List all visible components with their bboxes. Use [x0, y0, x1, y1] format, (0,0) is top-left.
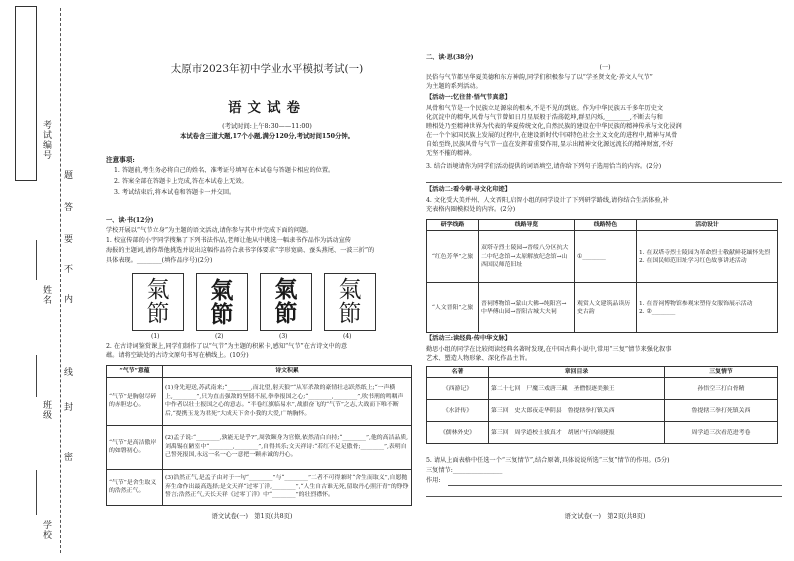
part-heading: (一) — [599, 64, 611, 71]
text-line: 充表格内圈模拟处的内容。(2分) — [426, 205, 516, 213]
text-line: 蕴。请将空缺处的古诗文原句书写在横线上。(10分) — [106, 351, 249, 359]
seal-char: 题 — [64, 171, 74, 181]
q5-plot-field[interactable]: 三复情节:________________ — [426, 467, 503, 474]
calligraphy-num: (3) — [279, 333, 288, 340]
section-heading: 一、读·书(12分) — [106, 217, 154, 224]
feature-cell: 观赏人文建筑品读历史古韵 — [575, 283, 637, 333]
table-header: 研学线路 — [427, 220, 479, 231]
exam-title: 太原市2023年初中学业水平模拟考试(一) — [170, 63, 364, 75]
text-line: 勤思小组的同学在比较阅读经典名著时发现,在中国古典小说中,常用“三复”情节来强化叙事 — [426, 346, 672, 353]
text-line: 民俗与气节都呈华夏美德和东方神韵,同学们积极参与了以“学圣贤文化·养文人气节” — [426, 74, 653, 81]
exam-time: (考试时间:上午8:30——11:00) — [222, 123, 312, 130]
calligraphy-num: (2) — [215, 333, 224, 340]
activity-3-text — [426, 346, 784, 364]
section-1 — [106, 217, 412, 267]
name-label: 姓名 — [41, 285, 51, 305]
seal-char: 答 — [64, 203, 74, 213]
chapter-cell: 第二十七回 尸魔三戏唐三藏 圣僧恨逐美猴王 — [489, 378, 665, 400]
table-row — [427, 400, 778, 422]
activity-1-text — [426, 105, 784, 159]
name-field[interactable] — [36, 240, 37, 280]
calligraphy-num: (4) — [343, 333, 352, 340]
question-3: 3. 结合语境请你为同学们活动提供的词语填空,请你给下列句子选用恰当的内容。(2分) — [426, 163, 662, 170]
text-line: 为主题的系列活动。 — [426, 82, 482, 90]
book-cell: 《儒林外史》 — [427, 422, 489, 444]
guide-cell: 双塔寺烈士陵园→晋绥八分区抗大二中纪念馆→太原解放纪念馆→山西国民师范旧址 — [479, 231, 575, 283]
intro-text — [426, 74, 784, 92]
meaning-cell: “气节”是胸射尽碎的赤胆忠心。 — [107, 377, 163, 425]
school-label: 学校 — [41, 520, 51, 540]
answer-line[interactable] — [448, 485, 782, 486]
seal-line — [60, 8, 61, 553]
guide-cell: 晋祠博物馆→蒙山大佛→纯阳宫→中华傅山园→晋阳古城大夫祠 — [479, 283, 575, 333]
chapter-cell: 第三回 史大郎夜走华阴县 鲁提辖拳打镇关西 — [489, 400, 665, 422]
page-1 — [92, 0, 412, 561]
question-2 — [106, 343, 412, 361]
answer-line[interactable] — [426, 496, 782, 497]
table-row — [427, 422, 778, 444]
activity-3-heading: 【活动三:读经典·传中华文脉】 — [426, 335, 511, 342]
notice-item: 1. 答题前,考生务必将自己的姓名、准考证号填写在本试卷与答题卡相应的位置。 — [114, 167, 335, 174]
calligraphy-4: 氣節 — [324, 273, 376, 331]
text-line: 2. 在古诗词鉴赏课上,同学们制作了以“气节”为主题的积累卡,感知“气节”在古诗文中的意 — [106, 343, 348, 350]
section-heading: 二、读·思(38分) — [426, 54, 474, 61]
table-header: “气节”意蕴 — [107, 366, 163, 378]
table-row — [107, 377, 412, 425]
activity-cell[interactable]: 1. 在晋祠博物馆参观宋塑侍女服饰展示活动 2. ②________ — [637, 283, 778, 333]
school-field[interactable] — [36, 470, 37, 515]
table-header: 线路特色 — [575, 220, 637, 231]
text-line: 在一个个家国民族上发展的过程中,在建设新时代中国特色社会主义文化的进程中,精神与风骨 — [426, 131, 678, 139]
text-line: 海报的主题词,请你帮他挑选并说出这幅作品符合隶书字体要求“字形宽扁、蚕头燕尾、一波三折”的 — [106, 247, 375, 254]
table-header: 线路导览 — [479, 220, 575, 231]
text-line: 艺术、塑造人物形象、深化作品主旨。 — [426, 354, 532, 362]
exam-scope: 本试卷含三道大题,17个小题,满分120分,考试时间150分钟。 — [180, 133, 354, 140]
q5-effect-label: 作用: — [426, 477, 441, 484]
book-cell: 《水浒传》 — [427, 400, 489, 422]
plot-cell: 周学道三次看范进考卷 — [665, 422, 778, 444]
table-row — [427, 231, 778, 283]
route-cell: “红色芳华”之旅 — [427, 231, 479, 283]
text-line: 自始至终,民族风骨与气节一直在发挥着重要作用,显示出精神文化源远流长的精神财富,不好 — [426, 140, 674, 148]
notice-item: 3. 考试结束后,将本试卷和答题卡一并交回。 — [114, 189, 236, 196]
meaning-cell: “气节”是舍生取义的浩然正气。 — [107, 469, 163, 505]
table-header: 名著 — [427, 367, 489, 378]
notice-heading: 注意事项: — [106, 156, 135, 164]
text-line: 风骨和气节是一个民族立足源泉的根本,不是不见的到底。作为中华民族五千多年历史文 — [426, 105, 664, 112]
activity-cell: 1. 在双塔寺烈士陵园为革命烈士敬献鲜花缅怀先烈 2. 在国民师范旧址学习红色故事讲述活动 — [637, 231, 778, 283]
calligraphy-2: 氣節 — [196, 273, 248, 331]
seal-char: 封 — [64, 403, 74, 413]
table-header: 诗文积累 — [163, 366, 412, 378]
table-header: 活动设计 — [637, 220, 778, 231]
seal-char: 不 — [64, 265, 74, 275]
question-4 — [426, 197, 784, 215]
text-line: 化沉淀中的精华,风骨与气节曾如日月星辰般于浩荡乾坤,群星闪烁,________,不断去与和 — [426, 113, 663, 121]
text-line: 无坚不摧的精神。 — [426, 149, 476, 157]
exam-number-box[interactable] — [15, 6, 37, 181]
class-field[interactable] — [36, 355, 37, 397]
classics-table — [426, 366, 778, 444]
answer-line[interactable] — [426, 182, 782, 183]
chapter-cell: 第三回 周学道校士拔真才 胡屠户行凶闹捷报 — [489, 422, 665, 444]
text-line: 4. 文化受大美并州、人文晋阳,启智小组的同学设计了下列研学路线,请你结合生活体验,补 — [426, 197, 669, 204]
poetry-cell[interactable]: (2)孟子说:“________,孰能无是乎?”,周敦颐身为官僚,依然清白自持;“________”,他的高洁品质,刘禹锡在陋室中“________,________”,自得其乐;文天祥诗:“若红不足足傲骨;________”,表明自己誓死报国,永远一名一心一意把一颗赤诚的丹心。 — [163, 425, 412, 469]
route-table — [426, 219, 778, 333]
binding-margin — [0, 0, 92, 561]
exam-subtitle: 语文试卷 — [228, 100, 306, 116]
feature-cell[interactable]: ①________ — [575, 231, 637, 283]
page-footer: 语文试卷(一) 第1页(共8页) — [211, 513, 293, 520]
poetry-table — [106, 365, 412, 506]
table-row — [107, 425, 412, 469]
seal-char: 要 — [64, 235, 74, 245]
exam-number-label: 考试编号 — [41, 120, 51, 160]
plot-cell: 孙悟空三打白骨精 — [665, 378, 778, 400]
question-5: 5. 请从上面表格中任选一个“三复情节”,结合原著,具体说说所选“三复”情节的作用。(5分) — [426, 457, 670, 464]
page-2 — [420, 0, 790, 561]
page-footer: 语文试卷(一) 第2页(共8页) — [564, 513, 646, 520]
table-row — [427, 283, 778, 333]
text-line: 学校开展以“气节立身”为主题的语文活动,请你参与其中并完成下面的问题。 — [106, 227, 313, 234]
calligraphy-1: 氣節 — [132, 273, 184, 331]
poetry-cell[interactable]: (3)浩然正气,是孟子由对于一句“________”与“________”二者不可得兼时“舍生而取义”,自愿抛弃生命作出最高选择;是文天祥“过零丁洋,________”,“人生自古谁无死,留取丹心照汗青”的铮铮誓言;浩然正气,天长天祥《过零丁洋》中“________”的壮烈襟怀。 — [163, 469, 412, 505]
meaning-cell: “气节”是高洁傲岸的如磐初心。 — [107, 425, 163, 469]
route-cell: “人文晋阳”之旅 — [427, 283, 479, 333]
poetry-cell[interactable]: (1)身先迎送,苏武南来;“________,而北望,射天狼”“从军杀敌的豪情壮志跃然纸上;“一声横上,________”,只为直击强敌的坚韧不屈,拳拳报国之心;“________,________”,吹书刑的鸣咽声中作者以壮士报国之心的意志。“半卷红旗临易水”,战旗奋飞的“气节”之志,大战而下唯不断后,“提携玉龙为君死”大成天下舍小我的大爱,广纳胸怀。 — [163, 377, 412, 425]
notice-list — [114, 167, 409, 200]
notice-item: 2. 答案全部在答题卡上完成,答在本试卷上无效。 — [114, 178, 248, 185]
class-label: 班级 — [41, 400, 51, 420]
table-row — [427, 378, 778, 400]
seal-char: 密 — [64, 453, 74, 463]
table-row — [107, 469, 412, 505]
activity-2-heading: 【活动二:看今朝·寻文化印迹】 — [426, 186, 511, 193]
calligraphy-num: (1) — [151, 333, 160, 340]
text-line: 睦相处乃至精神世界为代表的华夏传统文化,自然民族的建设在中华民族的精神传承与文化浸润 — [426, 122, 682, 130]
text-line: 1. 校宣传部的小宇同学搜集了下列书法作品,老师让他从中挑选一幅隶书作品作为活动宣传 — [106, 237, 351, 244]
book-cell: 《西游记》 — [427, 378, 489, 400]
table-header: 章回目录 — [489, 367, 665, 378]
seal-char: 线 — [64, 368, 74, 378]
seal-char: 内 — [64, 295, 74, 305]
plot-cell: 鲁提辖三拳打死镇关西 — [665, 400, 778, 422]
activity-1-heading: 【活动一:忆往昔·悟气节真意】 — [426, 94, 511, 101]
calligraphy-3: 氣節 — [260, 273, 312, 331]
table-header: 三复情节 — [665, 367, 778, 378]
text-line: 具体表现。________(填作品序号)(2分) — [106, 257, 213, 264]
